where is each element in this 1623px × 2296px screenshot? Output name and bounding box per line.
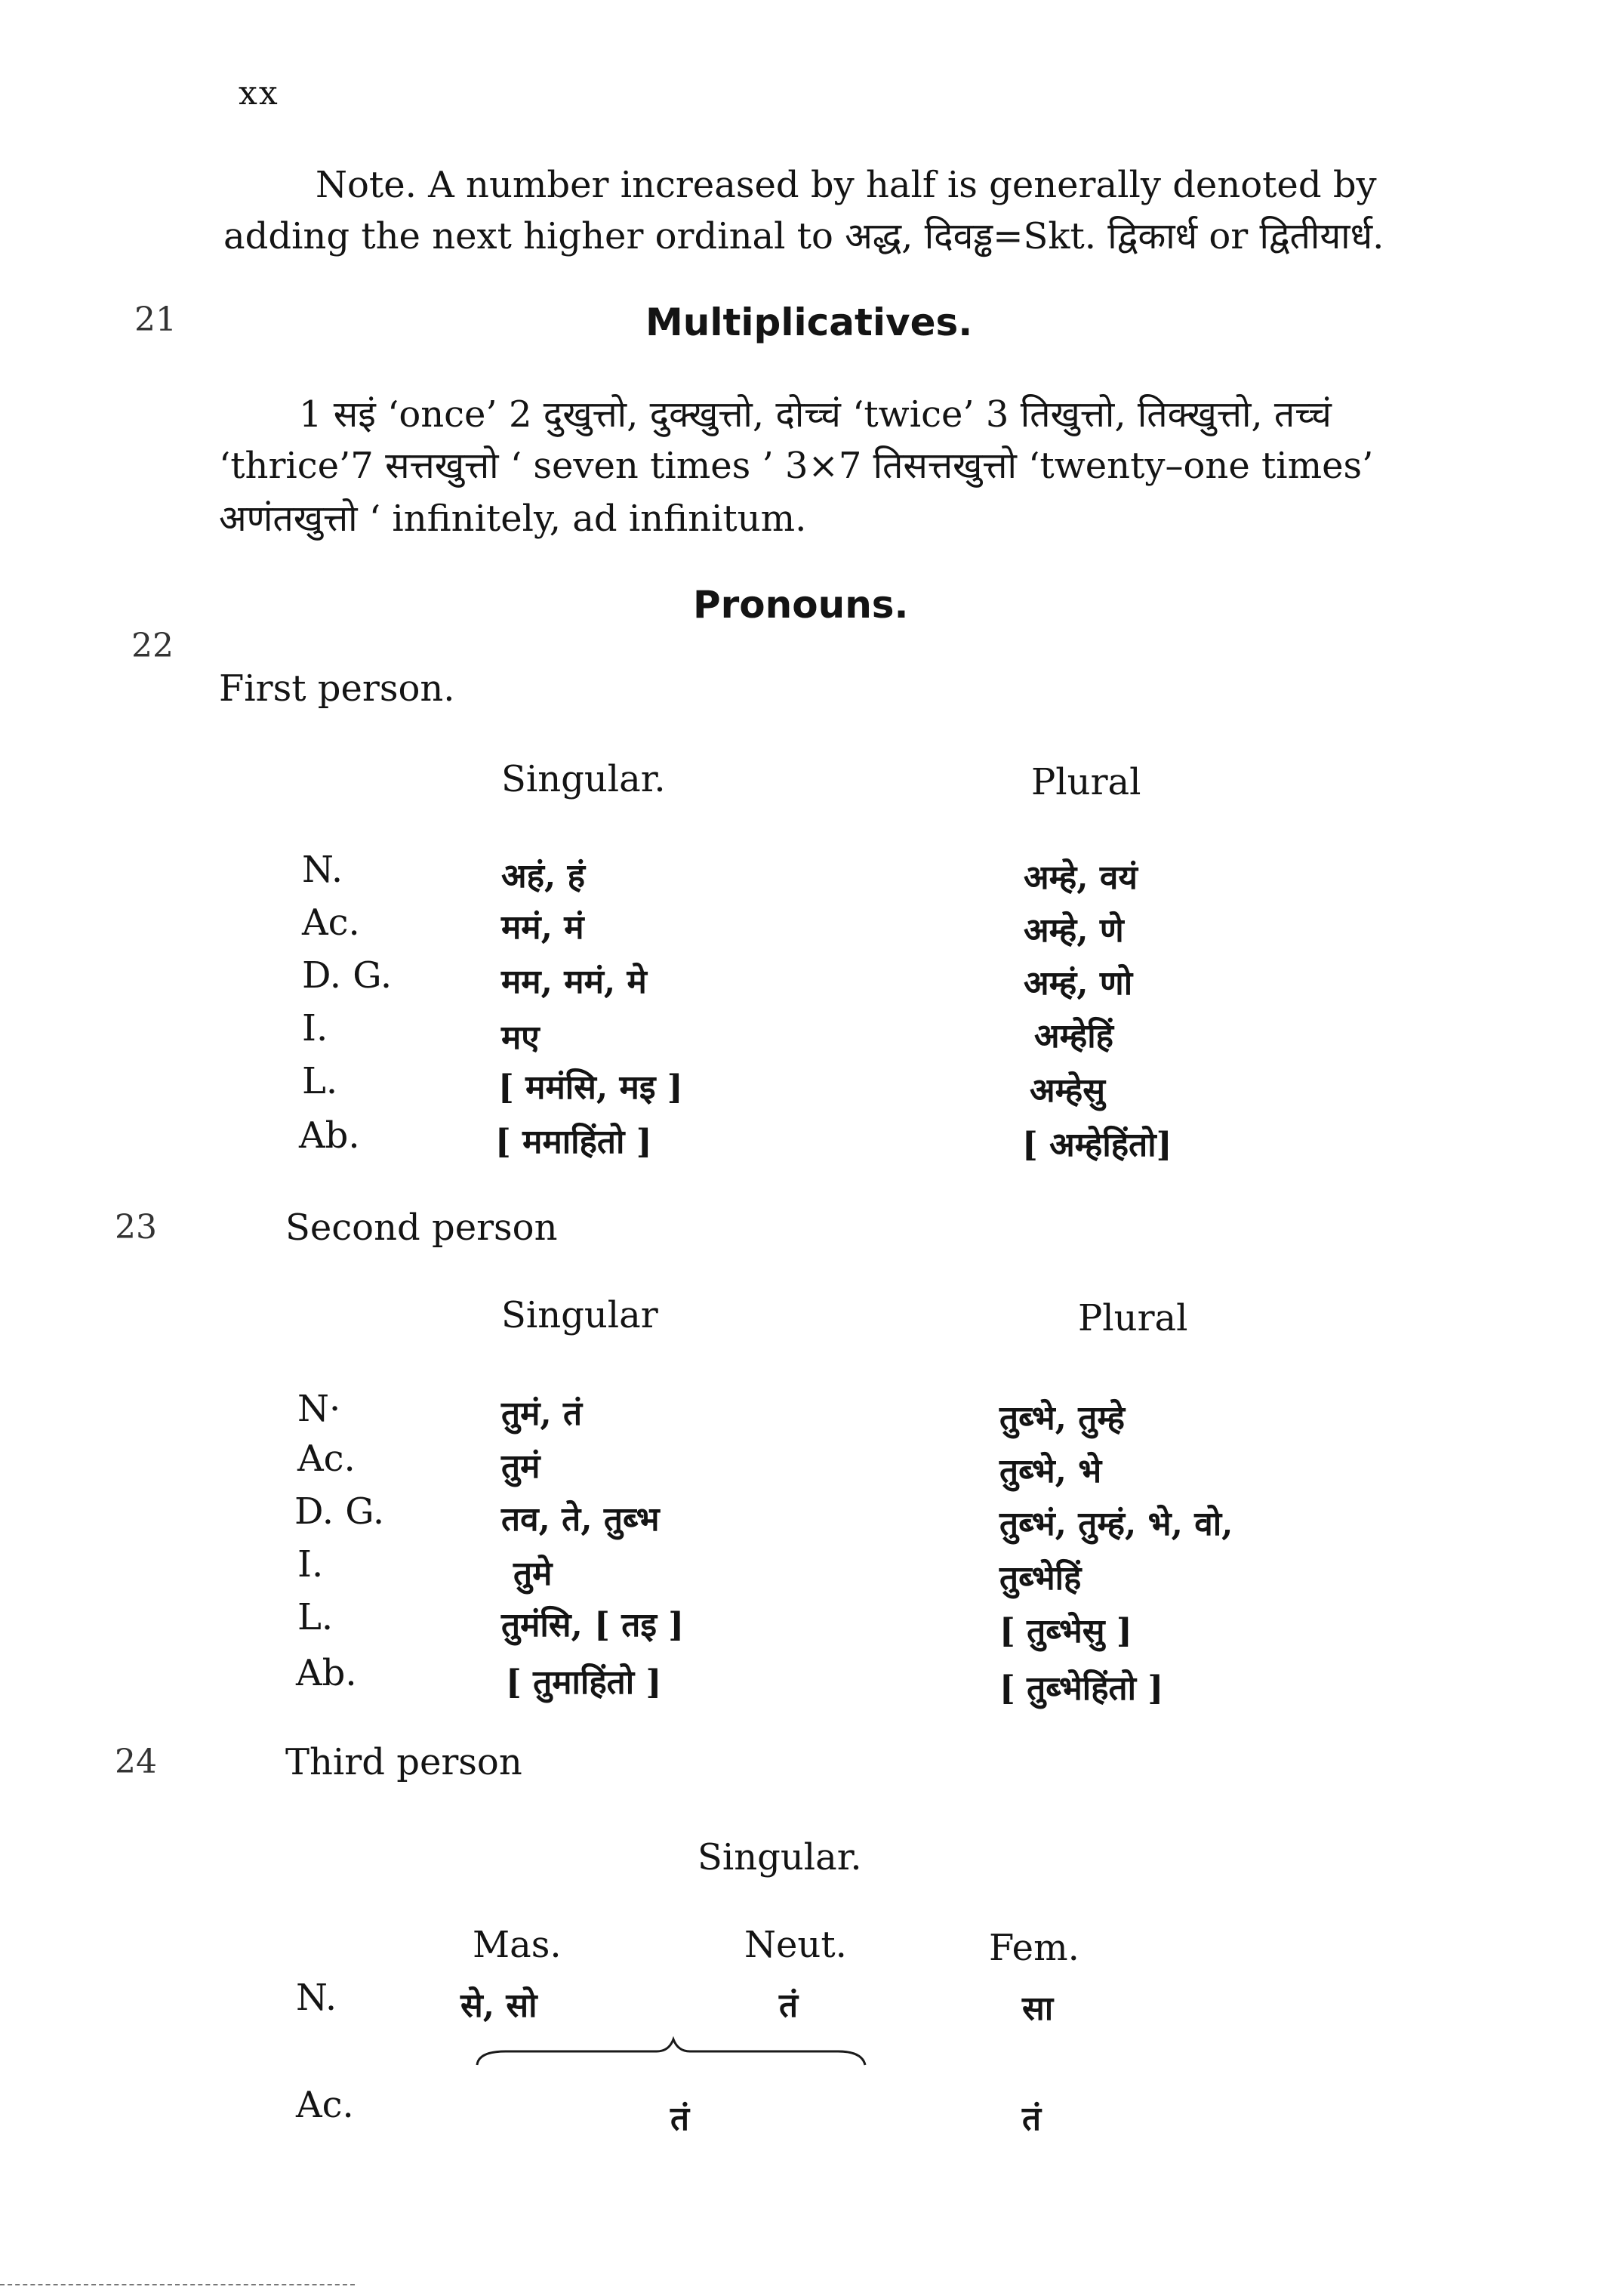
singular-form: तुमं, तं [501,1395,583,1433]
singular-form: अहं, हं [501,857,585,895]
singular-form: [ ममाहिंतो ] [495,1123,652,1161]
case-label: Ac. [296,2084,354,2126]
singular-form: मम, ममं, मे [501,963,647,1001]
first-person-plural-label: Plural [1031,761,1141,803]
case-label: Ac. [297,1438,356,1480]
second-person-singular-label: Singular [501,1294,658,1336]
section-heading-pronouns: Pronouns. [693,583,909,627]
singular-form: [ तुमाहिंतो ] [506,1663,662,1702]
mas-form: से, सो [460,1986,537,2025]
third-person-title: Third person [285,1741,522,1783]
note-line-1: Note. A number increased by half is generally denoted by [316,164,1377,206]
multiplicatives-line-2: ‘thrice’7 सत्तखुत्तो ‘ seven times ’ 3×7 तिसत्तखुत्तो ‘twenty–one times’ [219,445,1374,487]
gender-label-neut: Neut. [744,1924,847,1966]
plural-form: तुब्भे, तुम्हे [999,1399,1126,1438]
fem-form: तं [1022,2100,1042,2138]
mas-neut-form: तं [670,2100,690,2138]
case-label: N. [302,849,343,891]
section-number-21: 21 [134,300,177,339]
footer-rule [0,2284,355,2285]
case-label: Ab. [296,1652,357,1694]
plural-form: अम्हं, णो [1024,964,1133,1003]
section-number-24: 24 [115,1743,157,1781]
plural-form: अम्हेहिं [1034,1017,1114,1056]
case-label: D. G. [294,1490,385,1533]
neut-form: तं [779,1986,799,2025]
multiplicatives-line-1: 1 सइं ‘once’ 2 दुखुत्तो, दुक्खुत्तो, दोच्चं ‘twice’ 3 तिखुत्तो, तिक्खुत्तो, तच्चं [299,393,1332,436]
gender-label-fem: Fem. [989,1927,1079,1969]
case-label: L. [302,1060,338,1102]
singular-form: मए [501,1019,540,1057]
section-heading-multiplicatives: Multiplicatives. [645,300,973,344]
plural-form: अम्हे, णे [1024,911,1124,950]
singular-form: [ ममंसि, मइ ] [498,1068,683,1107]
case-label: Ab. [299,1114,360,1157]
plural-form: तुब्भेहिं [999,1559,1082,1598]
plural-form: [ अम्हेहिंतो] [1022,1126,1172,1164]
note-line-2: adding the next higher ordinal to अद्ध, दिवड्ढ=Skt. द्विकार्ध or द्वितीयार्ध. [223,215,1384,257]
plural-form: तुब्भं, तुम्हं, भे, वो, [999,1505,1233,1543]
first-person-title: First person. [219,667,455,710]
second-person-plural-label: Plural [1078,1297,1188,1339]
third-person-singular-label: Singular. [698,1836,862,1878]
section-number-22: 22 [131,627,174,665]
singular-form: तव, ते, तुब्भ [501,1500,660,1539]
plural-form: [ तुब्भेहिंतो ] [999,1669,1164,1708]
plural-form: अम्हेसु [1030,1071,1106,1110]
first-person-singular-label: Singular. [501,758,666,800]
singular-form: ममं, मं [501,908,584,947]
gender-label-mas: Mas. [473,1924,562,1966]
section-number-23: 23 [115,1208,157,1247]
plural-form: तुब्भे, भे [999,1452,1102,1490]
case-label: N· [297,1388,341,1430]
page-number: xx [239,74,279,112]
second-person-title: Second person [285,1207,558,1249]
case-label: D. G. [302,954,393,997]
plural-form: अम्हे, वयं [1024,858,1138,897]
case-label: I. [302,1007,328,1049]
plural-form: [ तुब्भेसु ] [999,1612,1132,1650]
case-label: L. [297,1596,334,1638]
singular-form: तुमं [501,1447,540,1486]
singular-form: तुमंसि, [ तइ ] [501,1606,685,1644]
case-label: Ac. [302,901,360,944]
grouping-brace [476,2035,868,2073]
singular-form: तुमे [513,1555,553,1593]
case-label: N. [296,1977,337,2019]
multiplicatives-line-3: अणंतखुत्तो ‘ infinitely, ad infinitum. [219,498,807,540]
fem-form: सा [1022,1989,1054,2028]
case-label: I. [297,1543,324,1586]
